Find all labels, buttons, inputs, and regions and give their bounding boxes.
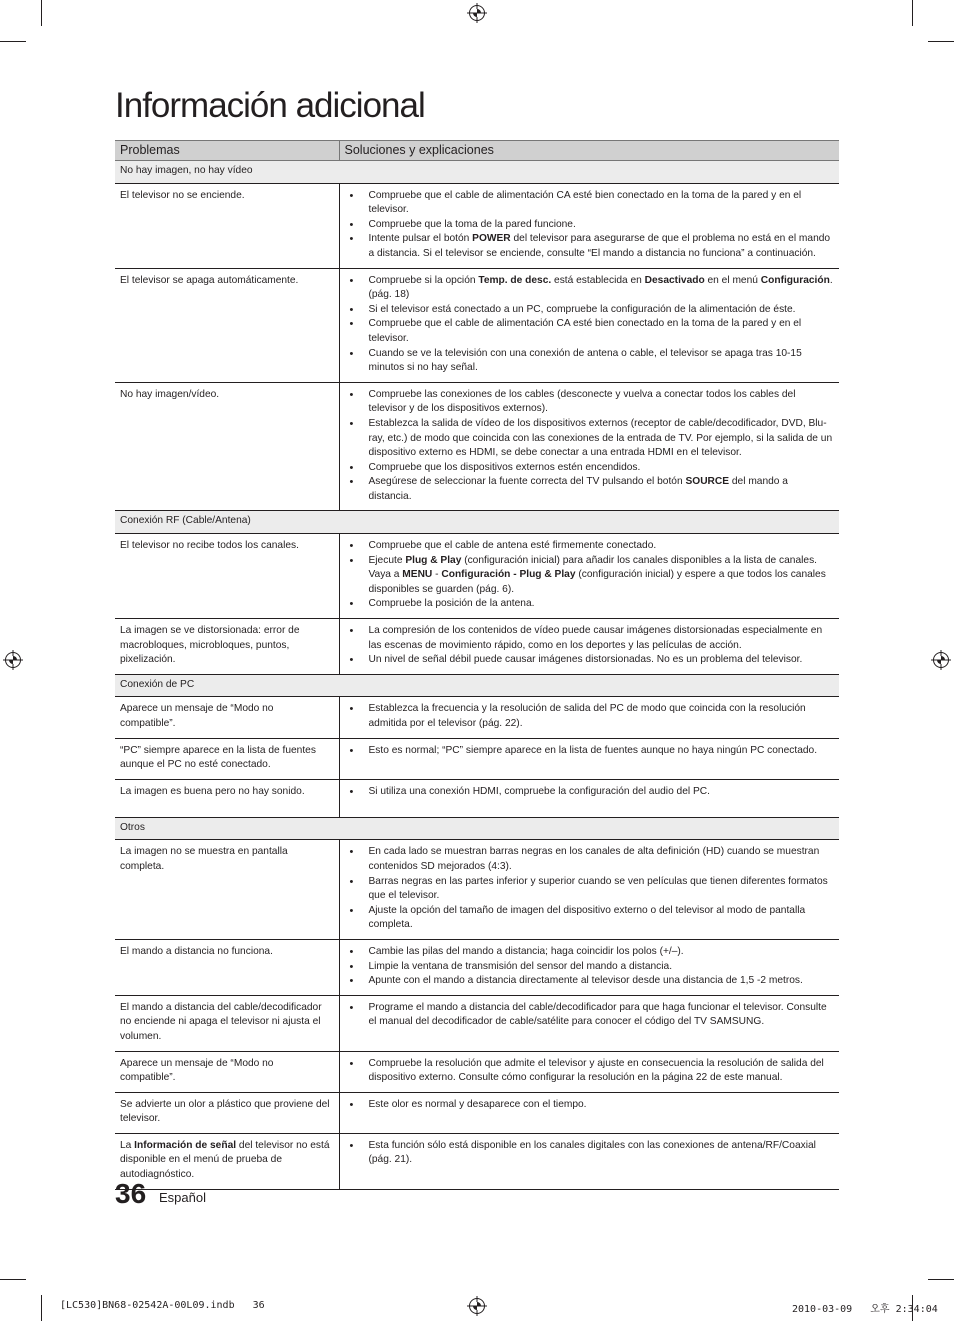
solution-cell	[339, 779, 839, 817]
section-row	[115, 674, 839, 697]
problem-cell: La Información de señal del televisor no está disponible en el menú de prueba de autodiagnóstico.	[115, 1133, 339, 1189]
solution-list	[344, 388, 834, 505]
problem-cell: El mando a distancia no funciona.	[115, 939, 339, 995]
solution-cell	[339, 268, 839, 382]
solution-cell	[339, 619, 839, 675]
solution-cell	[339, 1092, 839, 1133]
solution-cell	[339, 183, 839, 268]
solution-item: • Compruebe la posición de la antena.	[344, 597, 834, 612]
problem-cell: La imagen se ve distorsionada: error de macrobloques, microbloques, puntos, pixelización.	[115, 619, 339, 675]
solution-list	[344, 1057, 834, 1086]
table-row	[115, 382, 839, 511]
solution-list	[344, 785, 834, 800]
table-row	[115, 779, 839, 817]
table-body	[115, 161, 839, 1190]
solution-cell	[339, 697, 839, 738]
problem-cell: La imagen es buena pero no hay sonido.	[115, 779, 339, 817]
registration-mark-icon	[5, 652, 21, 668]
table-row	[115, 183, 839, 268]
crop-mark	[928, 1279, 954, 1280]
solution-item: • Asegúrese de seleccionar la fuente correcta del TV pulsando el botón SOURCE del mando a distancia.	[344, 475, 834, 504]
solution-list	[344, 274, 834, 376]
solution-item: • Un nivel de señal débil puede causar imágenes distorsionadas. No es un problema del televisor.	[344, 653, 834, 668]
solution-item: • Compruebe la resolución que admite el televisor y ajuste en consecuencia la resolución de salida del dispositivo externo. Consulte cómo configurar la resolución en la página 22 de este manual.	[344, 1057, 834, 1086]
solution-item: • Barras negras en las partes inferior y superior cuando se ven películas que tienen diferentes formatos que el televisor.	[344, 875, 834, 904]
solution-cell	[339, 534, 839, 619]
solution-item: • Cambie las pilas del mando a distancia; haga coincidir los polos (+/–).	[344, 945, 834, 960]
solution-item: • En cada lado se muestran barras negras en los canales de alta definición (HD) cuando se muestran contenidos SD mejorados (4:3).	[344, 845, 834, 874]
solution-cell	[339, 939, 839, 995]
solution-item: • La compresión de los contenidos de vídeo puede causar imágenes distorsionadas especialmente en las escenas de movimiento rápido, como en los deportes y las películas de acción.	[344, 624, 834, 653]
solution-cell	[339, 995, 839, 1051]
solution-item: • Esto es normal; “PC” siempre aparece en la lista de fuentes aunque no haya ningún PC conectado.	[344, 744, 834, 759]
problem-cell: La imagen no se muestra en pantalla completa.	[115, 840, 339, 940]
section-title: Conexión de PC	[115, 674, 839, 697]
solution-item: • Este olor es normal y desaparece con el tiempo.	[344, 1098, 834, 1113]
problem-cell: No hay imagen/vídeo.	[115, 382, 339, 511]
solution-item: • Compruebe las conexiones de los cables (desconecte y vuelva a conectar todos los cables del televisor y de los dispositivos externos).	[344, 388, 834, 417]
table-row	[115, 697, 839, 738]
section-row	[115, 817, 839, 840]
problem-cell: El mando a distancia del cable/decodificador no enciende ni apaga el televisor ni ajusta el volumen.	[115, 995, 339, 1051]
solution-item: • Compruebe que el cable de alimentación CA esté bien conectado en la toma de la pared y en el televisor.	[344, 317, 834, 346]
solution-item: • Compruebe que el cable de antena esté firmemente conectado.	[344, 539, 834, 554]
solution-list	[344, 624, 834, 668]
registration-mark-icon	[469, 5, 485, 21]
problem-cell: Aparece un mensaje de “Modo no compatible”.	[115, 1051, 339, 1092]
solution-cell	[339, 1051, 839, 1092]
table-row	[115, 1092, 839, 1133]
solution-list	[344, 1001, 834, 1030]
header-problems: Problemas	[115, 141, 339, 161]
solution-item: • Esta función sólo está disponible en los canales digitales con las conexiones de antena/RF/Coaxial (pág. 21).	[344, 1139, 834, 1168]
print-slug-date: 2010-03-09 오후 2:34:04	[792, 1304, 938, 1315]
crop-mark	[0, 41, 26, 42]
table-row	[115, 1133, 839, 1189]
crop-mark	[928, 41, 954, 42]
section-row	[115, 511, 839, 534]
crop-mark	[41, 1295, 42, 1321]
print-slug-file: [LC530]BN68-02542A-00L09.indb 36	[60, 1300, 265, 1311]
crop-mark	[41, 0, 42, 26]
problem-cell: Se advierte un olor a plástico que proviene del televisor.	[115, 1092, 339, 1133]
troubleshooting-table	[115, 140, 839, 1190]
solution-cell	[339, 1133, 839, 1189]
table-header-row	[115, 141, 839, 161]
solution-item: • Compruebe si la opción Temp. de desc. está establecida en Desactivado en el menú Configuración. (pág. 18)	[344, 274, 834, 303]
solution-list	[344, 539, 834, 612]
section-title: No hay imagen, no hay vídeo	[115, 161, 839, 184]
solution-item: • Ejecute Plug & Play (configuración inicial) para añadir los canales disponibles a la lista de canales. Vaya a MENU - Configuración - Plug & Play (configuración inicial) y espere a que todos los canales disponibles se guarden (pág. 6).	[344, 554, 834, 598]
section-title: Otros	[115, 817, 839, 840]
solution-item: • Ajuste la opción del tamaño de imagen del dispositivo externo o del televisor al modo de pantalla completa.	[344, 904, 834, 933]
page-language: Español	[159, 1190, 206, 1205]
page-title: Información adicional	[115, 86, 425, 125]
registration-mark-icon	[933, 652, 949, 668]
solution-item: • Compruebe que la toma de la pared funcione.	[344, 218, 834, 233]
problem-cell: El televisor no se enciende.	[115, 183, 339, 268]
section-title: Conexión RF (Cable/Antena)	[115, 511, 839, 534]
solution-item: • Compruebe que el cable de alimentación CA esté bien conectado en la toma de la pared y en el televisor.	[344, 189, 834, 218]
table-row	[115, 738, 839, 779]
section-row	[115, 161, 839, 184]
crop-mark	[912, 0, 913, 26]
solution-item: • Apunte con el mando a distancia directamente al televisor desde una distancia de 1,5 -2 metros.	[344, 974, 834, 989]
solution-cell	[339, 382, 839, 511]
solution-list	[344, 845, 834, 933]
header-solutions: Soluciones y explicaciones	[339, 141, 839, 161]
table-row	[115, 939, 839, 995]
solution-item: • Establezca la salida de vídeo de los dispositivos externos (receptor de cable/decodificador, DVD, Blu-ray, etc.) de modo que coincida con las conexiones de la entrada de TV. Por ejemplo, si la salida de un dispositivo externo es HDMI, se debe conectar a una entrada HDMI en el televisor.	[344, 417, 834, 461]
table-row	[115, 840, 839, 940]
solution-list	[344, 744, 834, 759]
solution-item: • Intente pulsar el botón POWER del televisor para asegurarse de que el problema no está en el mando a distancia. Si el televisor se enciende, consulte “El mando a distancia no funciona” a continuación.	[344, 232, 834, 261]
solution-cell	[339, 840, 839, 940]
problem-cell: “PC” siempre aparece en la lista de fuentes aunque el PC no esté conectado.	[115, 738, 339, 779]
solution-cell	[339, 738, 839, 779]
solution-item: • Compruebe que los dispositivos externos estén encendidos.	[344, 461, 834, 476]
solution-item: • Si utiliza una conexión HDMI, compruebe la configuración del audio del PC.	[344, 785, 834, 800]
table-row	[115, 1051, 839, 1092]
solution-item: • Limpie la ventana de transmisión del sensor del mando a distancia.	[344, 960, 834, 975]
solution-list	[344, 1139, 834, 1168]
problem-cell: El televisor no recibe todos los canales.	[115, 534, 339, 619]
table-row	[115, 619, 839, 675]
table-row	[115, 995, 839, 1051]
solution-list	[344, 189, 834, 262]
problem-cell: Aparece un mensaje de “Modo no compatible”.	[115, 697, 339, 738]
solution-list	[344, 702, 834, 731]
solution-item: • Cuando se ve la televisión con una conexión de antena o cable, el televisor se apaga tras 10-15 minutos si no hay señal.	[344, 347, 834, 376]
registration-mark-icon	[469, 1298, 485, 1314]
solution-item: • Establezca la frecuencia y la resolución de salida del PC de modo que coincida con la resolución admitida por el televisor (pág. 22).	[344, 702, 834, 731]
solution-item: • Programe el mando a distancia del cable/decodificador para que haga funcionar el televisor. Consulte el manual del decodificador de cable/satélite para conocer el código del TV SAMSUNG.	[344, 1001, 834, 1030]
table-row	[115, 268, 839, 382]
solution-list	[344, 945, 834, 989]
solution-list	[344, 1098, 834, 1113]
crop-mark	[0, 1279, 26, 1280]
problem-cell: El televisor se apaga automáticamente.	[115, 268, 339, 382]
table-row	[115, 534, 839, 619]
page-number: 36	[115, 1178, 147, 1209]
solution-item: • Si el televisor está conectado a un PC, compruebe la configuración de la alimentación de éste.	[344, 303, 834, 318]
